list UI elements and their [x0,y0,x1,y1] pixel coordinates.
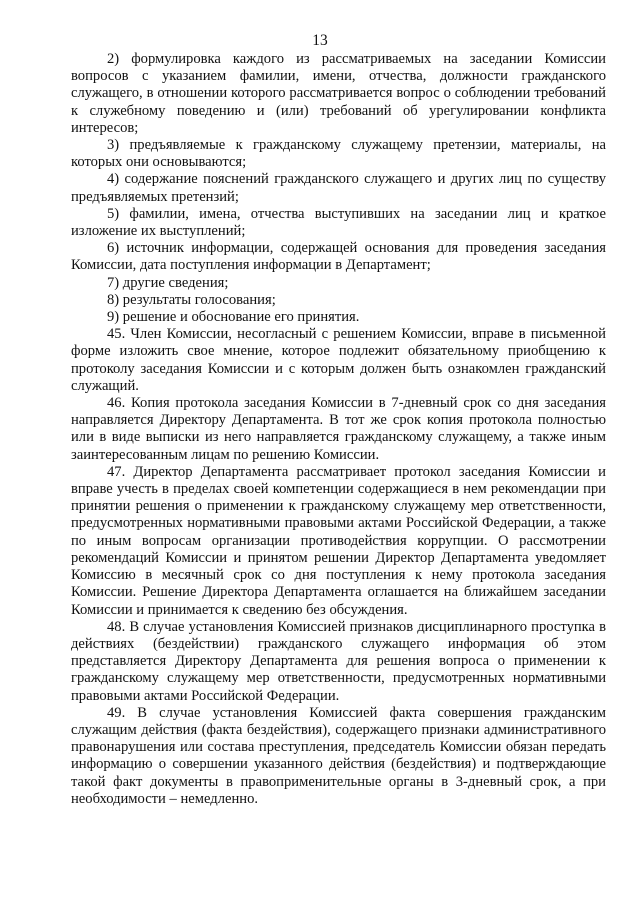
document-body [71,51,606,808]
paragraph-46: 46. Копия протокола заседания Комиссии в 7-дневный срок со дня заседания направляется Директору Департамента. В тот же срок копия протокола полностью или в виде выписки из него направляется гражданскому служащему, а также иным заинтересованным лицам по решению Комиссии. [71,395,606,463]
page-number: 13 [312,32,328,49]
paragraph-item-5: 5) фамилии, имена, отчества выступивших на заседании лиц и краткое изложение их выступлений; [71,205,606,240]
paragraph-item-9: 9) решение и обоснование его принятия. [107,309,360,326]
paragraph-47: 47. Директор Департамента рассматривает протокол заседания Комиссии и вправе учесть в пределах своей компетенции содержащиеся в нем рекомендации при принятии решения о применении к гражданскому служащему мер ответственности, предусмотренных нормативными правовыми актами Российской Федерации, а также по иным вопросам организации противодействия коррупции. О рассмотрении рекомендаций Комиссии и принятом решении Директор Департамента уведомляет Комиссию в месячный срок со дня поступления к нему протокола заседания Комиссии. Решение Директора Департамента оглашается на ближайшем заседании Комиссии и принимается к сведению без обсуждения. [71,463,606,618]
paragraph-item-3: 3) предъявляемые к гражданскому служащему претензии, материалы, на которых они основываются; [71,137,606,171]
paragraph-item-8: 8) результаты голосования; [107,291,276,308]
paragraph-45: 45. Член Комиссии, несогласный с решением Комиссии, вправе в письменной форме изложить свое мнение, которое подлежит обязательному приобщению к протоколу заседания Комиссии и с которым должен быть ознакомлен гражданский служащий. [71,326,606,394]
paragraph-48: 48. В случае установления Комиссией признаков дисциплинарного проступка в действиях (бездействии) гражданского служащего информация об этом представляется Директору Департамента для решения вопроса о применении к гражданскому служащему мер ответственности, предусмотренных нормативными правовыми актами Российской Федерации. [71,618,606,704]
paragraph-item-6: 6) источник информации, содержащей основания для проведения заседания Комиссии, дата поступления информации в Департамент; [71,240,606,274]
paragraph-item-7: 7) другие сведения; [107,274,229,291]
paragraph-item-2: 2) формулировка каждого из рассматриваемых на заседании Комиссии вопросов с указанием фамилии, имени, отчества, должности гражданского служащего, в отношении которого рассматривается вопрос о соблюдении требований к служебному поведению и (или) требований об урегулировании конфликта интересов; [71,51,606,136]
paragraph-49: 49. В случае установления Комиссией факта совершения гражданским служащим действия (факта бездействия), содержащего признаки административного правонарушения или состава преступления, председатель Комиссии обязан передать информацию о совершении указанного действия (бездействия) и подтверждающие такой факт документы в правоприменительные органы в 3-дневный срок, а при необходимости – немедленно. [71,704,606,807]
paragraph-item-4: 4) содержание пояснений гражданского служащего и других лиц по существу предъявляемых претензий; [71,171,606,205]
